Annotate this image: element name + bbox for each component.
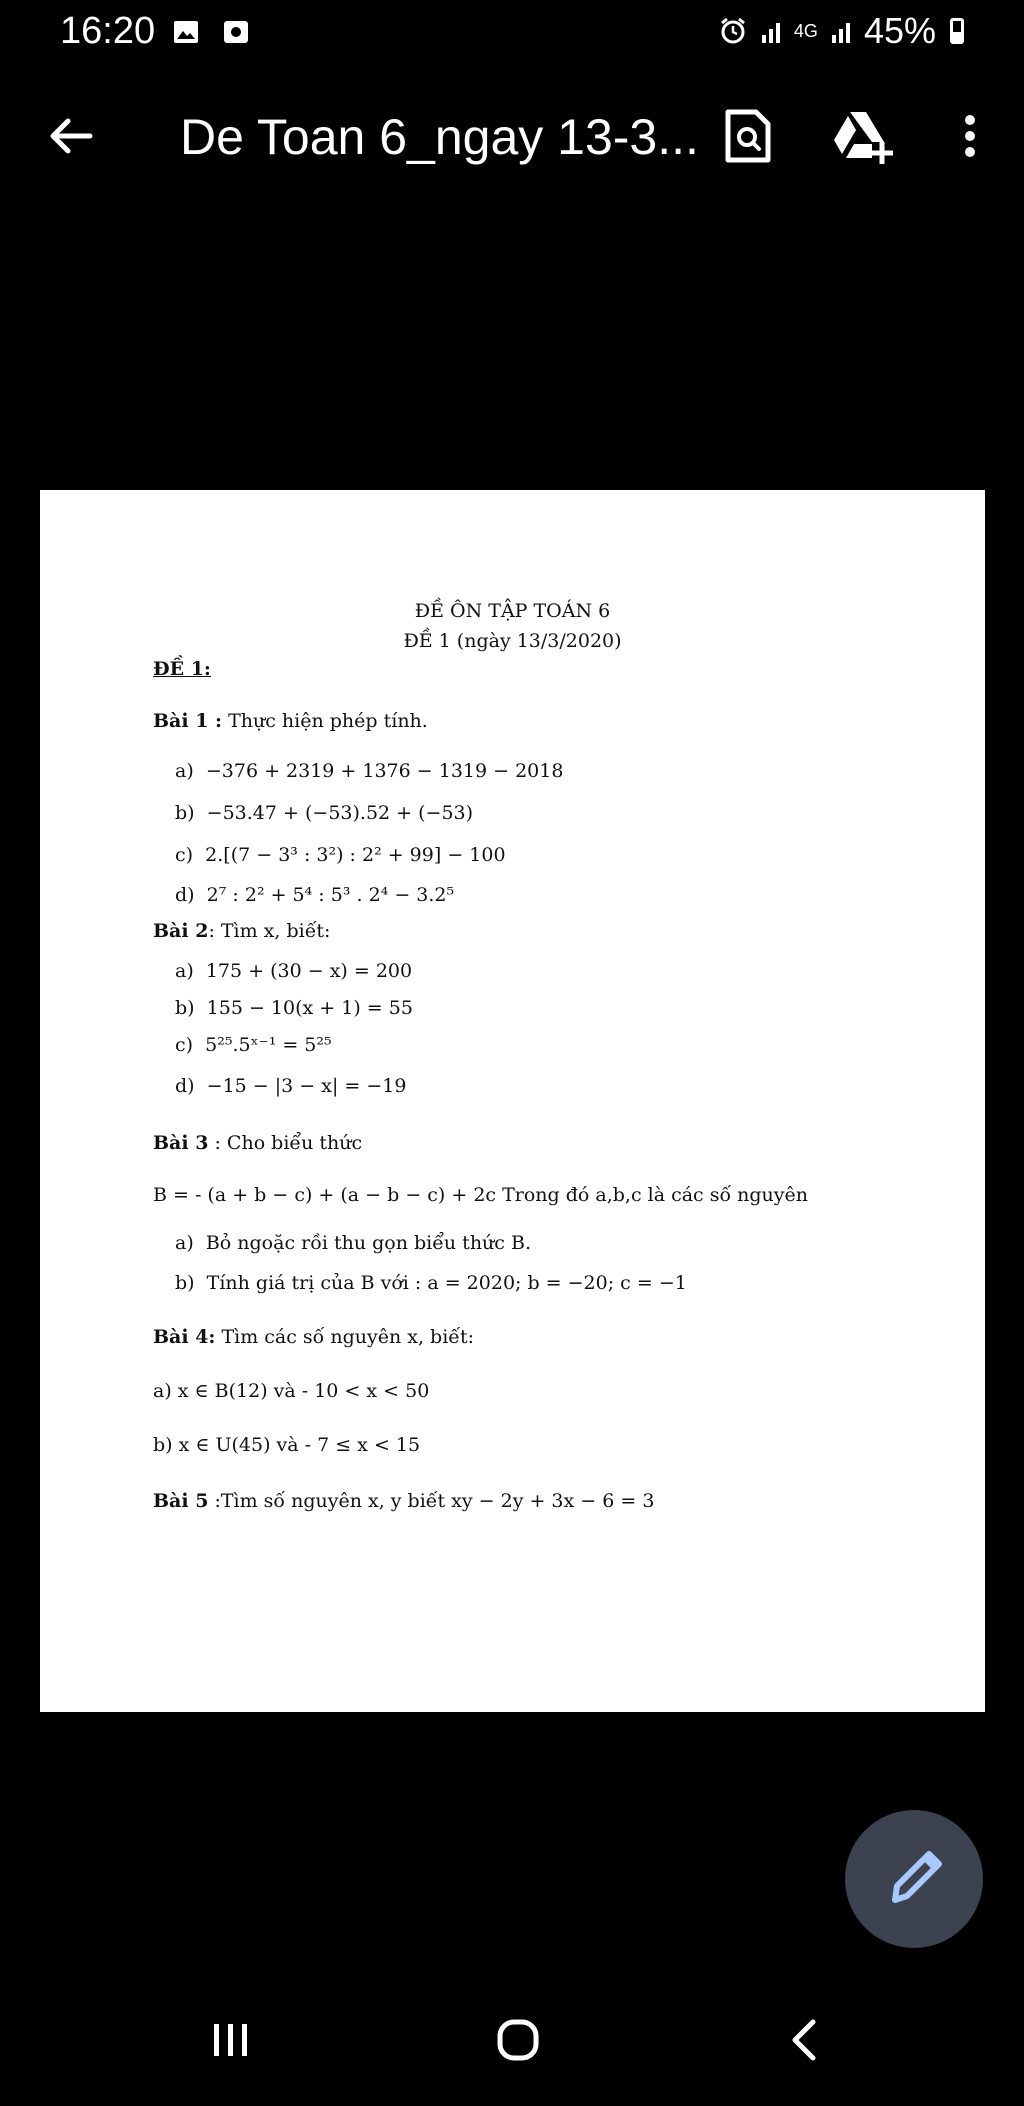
document-page[interactable] — [40, 490, 985, 1712]
bai1-heading-line — [153, 710, 428, 732]
bai2-heading: Bài 2 — [153, 920, 209, 942]
bai4-text: Tìm các số nguyên x, biết: — [215, 1326, 474, 1348]
bai3-formula: B = - (a + b − c) + (a − b − c) + 2c Trong đó a,b,c là các số nguyên — [153, 1184, 808, 1206]
bai5-text: :Tìm số nguyên x, y biết xy − 2y + 3x − 6 = 3 — [208, 1490, 655, 1512]
home-icon[interactable] — [478, 2010, 558, 2070]
doc-section: ĐỀ 1: — [153, 658, 211, 680]
bai1-heading: Bài 1 : — [153, 710, 223, 732]
bai3-item-a: a) Bỏ ngoặc rồi thu gọn biểu thức B. — [175, 1232, 531, 1254]
bai2-heading-line — [153, 920, 330, 942]
bai3-item-b: b) Tính giá trị của B với : a = 2020; b = −20; c = −1 — [175, 1272, 687, 1294]
alarm-icon — [718, 16, 748, 46]
bai2-text: : Tìm x, biết: — [208, 920, 331, 942]
signal-icon — [762, 19, 780, 43]
bai1-item-a: a) −376 + 2319 + 1376 − 1319 − 2018 — [175, 760, 564, 782]
network-type: 4G — [793, 21, 818, 41]
doc-subtitle: ĐỀ 1 (ngày 13/3/2020) — [403, 630, 622, 652]
signal-icon-2 — [832, 19, 850, 43]
back-arrow-icon[interactable] — [40, 106, 100, 166]
bai4-item-b: b) x ∈ U(45) và - 7 ≤ x < 15 — [153, 1434, 421, 1456]
gallery-icon — [172, 18, 200, 46]
more-vert-icon[interactable] — [950, 106, 990, 166]
bai5-heading: Bài 5 — [153, 1490, 209, 1512]
recent-apps-icon[interactable] — [190, 2010, 270, 2070]
bai2-item-d: d) −15 − |3 − x| = −19 — [175, 1075, 407, 1097]
bai3-text: : Cho biểu thức — [208, 1132, 363, 1154]
bai1-item-c: c) 2.[(7 − 3³ : 3²) : 2² + 99] − 100 — [175, 844, 506, 866]
add-to-drive-icon[interactable] — [830, 106, 894, 166]
bai3-heading-line — [153, 1132, 362, 1154]
battery-percent: 45% — [863, 10, 936, 51]
bai5-line — [153, 1490, 654, 1512]
record-icon — [222, 18, 250, 46]
bai4-heading-line — [153, 1326, 474, 1348]
bai3-heading: Bài 3 — [153, 1132, 209, 1154]
bai4-heading: Bài 4: — [153, 1326, 216, 1348]
bai1-item-d: d) 2⁷ : 2² + 5⁴ : 5³ . 2⁴ − 3.2⁵ — [175, 884, 455, 906]
system-nav-bar — [0, 1990, 1024, 2106]
bai2-item-a: a) 175 + (30 − x) = 200 — [175, 960, 413, 982]
bai2-item-b: b) 155 − 10(x + 1) = 55 — [175, 997, 413, 1019]
status-bar — [0, 0, 1024, 70]
bai1-text: Thực hiện phép tính. — [222, 710, 428, 732]
find-in-document-icon[interactable] — [720, 106, 776, 166]
status-time: 16:20 — [60, 10, 156, 52]
app-bar — [0, 90, 1024, 180]
edit-pencil-icon — [845, 1810, 983, 1948]
bai2-item-c: c) 5²⁵.5ˣ⁻¹ = 5²⁵ — [175, 1034, 332, 1056]
bai4-item-a: a) x ∈ B(12) và - 10 < x < 50 — [153, 1380, 430, 1402]
edit-fab-button[interactable] — [845, 1810, 983, 1948]
back-icon[interactable] — [765, 2010, 845, 2070]
doc-title: ĐỀ ÔN TẬP TOÁN 6 — [414, 600, 611, 622]
status-right — [718, 10, 964, 52]
battery-icon — [950, 18, 964, 44]
bai1-item-b: b) −53.47 + (−53).52 + (−53) — [175, 802, 474, 824]
document-title: De Toan 6_ngay 13-3... — [180, 109, 699, 165]
